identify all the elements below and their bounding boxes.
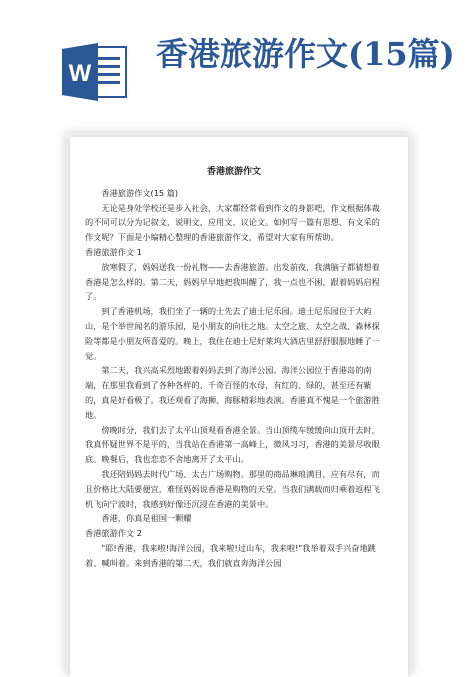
page-title: 香港旅游作文(15篇) (156, 35, 455, 73)
intro-paragraph: 无论是身处学校还是步入社会，大家都经常看到作文的身影吧，作文根据体裁的不同可以分为记叙文、说明文、应用文、议论文。如何写一篇有思想、有文采的作文呢？下面是小编精心整理的香港旅游作文，希望对大家有所帮助。 (85, 202, 380, 243)
section-heading-2: 香港旅游作文 2 (85, 528, 142, 539)
word-icon (62, 43, 128, 101)
paragraph: "耶!香港，我来啦!海洋公园，我来啦!过山车，我来啦!"我举着双手兴奋地跳着、喊叫着。来到香港的第二天，我们就直奔海洋公园 (85, 542, 376, 568)
paragraph: 第二天，我兴高采烈地跟着妈妈去到了海洋公园。海洋公园位于香港岛的南端，在那里我看到了各种各样的、千奇百怪的水母，有红的、绿的，甚至还有紫的，真是好看极了。我还观看了海狮、海豚精彩地表演。香港真不愧是一个旅游胜地。 (85, 365, 380, 420)
header (0, 0, 474, 115)
closing-line: 香港，你真是祖国一颗耀 (101, 513, 192, 524)
document-page (70, 137, 408, 677)
paragraph: 我还陪妈妈去时代广场、太古广场购物。那里的商品琳琅满目，应有尽有，而且价格比大陆要便宜，难怪妈妈说香港是购物的天堂。当我们满载而归乘着返程飞机飞向宁波时，我感到好像还沉浸在香港的美景中。 (85, 468, 380, 509)
paragraph: 傍晚时分，我们去了太平山顶观看香港全景。当山顶缆车缓缓向山顶开去时，我真怀疑世界不是平的，当我站在香港第一高峰上，微风习习，香港的美景尽收眼底。晚餐后，我也恋恋不舍地离开了太平山。 (85, 424, 380, 465)
document-title: 香港旅游作文 (206, 167, 261, 177)
document-subtitle: 香港旅游作文(15 篇) (101, 187, 179, 198)
document-content (85, 165, 383, 571)
paragraph: 放寒假了，妈妈送我一份礼物——去香港旅游。出发前夜，我满脑子都猜想着香港是怎么样的。第二天，妈妈早早地把我叫醒了，我一点也不困，跟着妈妈启程了。 (85, 261, 380, 302)
svg-text:W: W (68, 60, 92, 87)
paragraph: 到了香港机场，我们坐了一辆的士先去了迪士尼乐园。迪士尼乐园位于大屿山，是个举世闻名的游乐园，是小朋友的向往之地。太空之旅、太空之战、森林探险等都是小朋友所喜爱的。晚上，我住在迪士尼好莱坞大酒店里舒舒服服地睡了一觉。 (85, 306, 380, 361)
section-heading-1: 香港旅游作文 1 (85, 246, 142, 257)
